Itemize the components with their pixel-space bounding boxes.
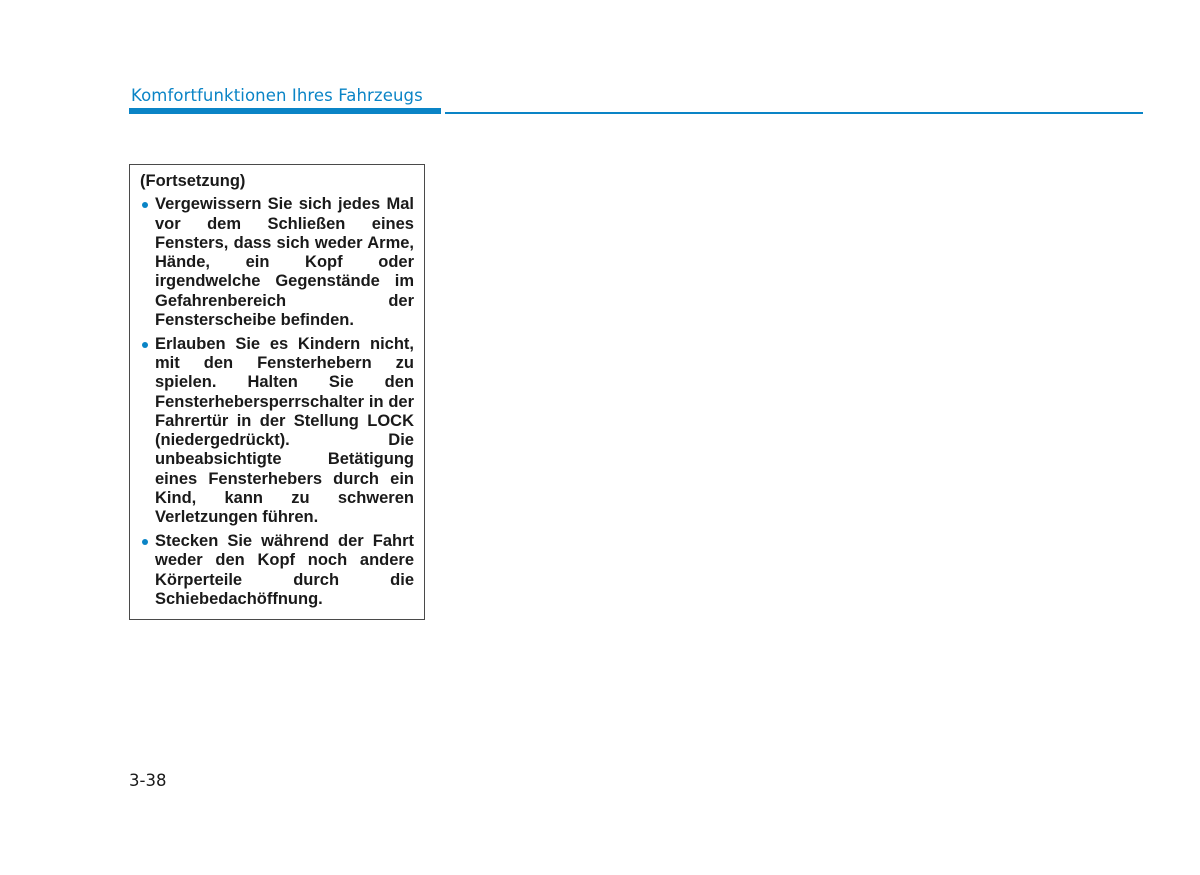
list-item-text: Erlauben Sie es Kindern nicht, mit den Fensterhebern zu spielen. Halten Sie den Fensterhebersperrschalter in der Fahrertür in der Stellung LOCK (niedergedrückt). Die unbeabsichtigte Betätigung eines Fensterhebers durch ein Kind, kann zu schweren Verletzungen führen. [155,334,414,527]
bullet-icon [140,532,155,551]
bullet-icon [140,195,155,214]
section-title: Komfortfunktionen Ihres Fahrzeugs [131,86,423,105]
page-number: 3-38 [129,771,167,790]
bullet-icon [140,335,155,354]
header-rule-thin [445,112,1143,114]
list-item [140,532,414,609]
warning-box [129,164,425,620]
list-item [140,335,414,528]
list-item-text: Stecken Sie während der Fahrt weder den Kopf noch andere Körperteile durch die Schiebedachöffnung. [155,531,414,608]
continuation-label: (Fortsetzung) [140,172,246,190]
header-rule-thick [129,108,441,114]
list-item-text: Vergewissern Sie sich jedes Mal vor dem Schließen eines Fensters, dass sich weder Arme, Hände, ein Kopf oder irgendwelche Gegenstände im Gefahrenbereich der Fensterscheibe befinden. [155,195,414,330]
list-item [140,195,414,330]
